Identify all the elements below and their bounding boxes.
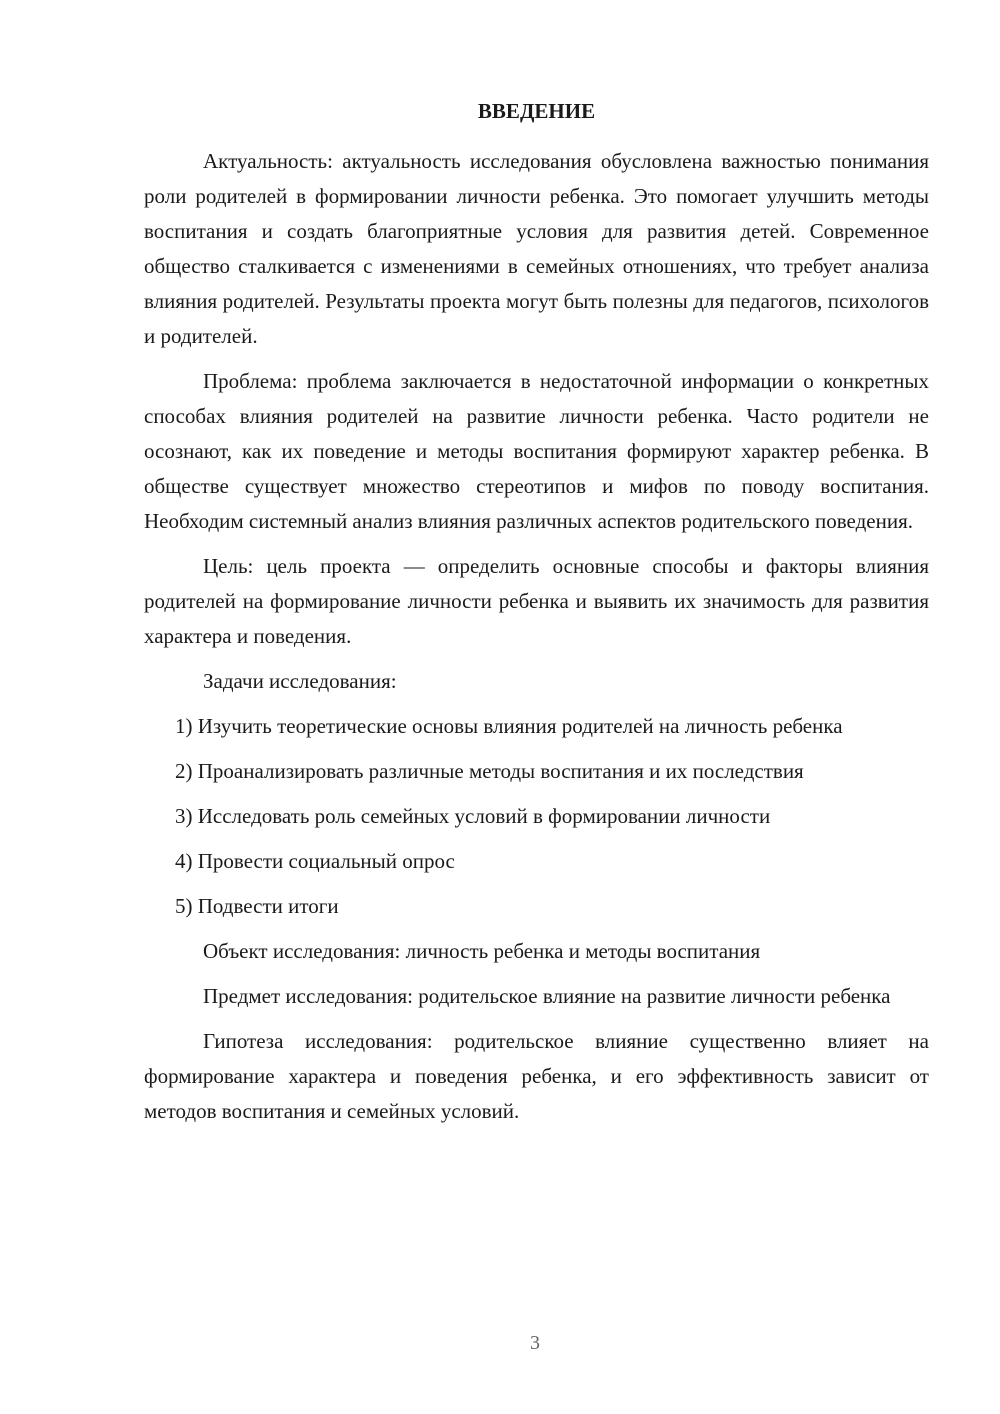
task-item-3: 3) Исследовать роль семейных условий в формировании личности [175, 804, 771, 828]
section-heading: ВВЕДЕНИЕ [477, 99, 596, 123]
object-paragraph: Объект исследования: личность ребенка и методы воспитания [203, 939, 761, 963]
task-item-5: 5) Подвести итоги [175, 894, 339, 918]
task-item-1: 1) Изучить теоретические основы влияния родителей на личность ребенка [175, 714, 843, 738]
relevance-paragraph: Актуальность: актуальность исследования обусловлена важностью понимания роли родителей в формировании личности ребенка. Это помогает улучшить методы воспитания и создать благоприятные условия для развития детей. Современное общество сталкивается с изменениями в семейных отношениях, что требует анализа влияния родителей. Результаты проекта могут быть полезны для педагогов, психологов и родителей. [144, 149, 929, 348]
task-item-2: 2) Проанализировать различные методы воспитания и их последствия [175, 759, 804, 783]
document-body [144, 97, 929, 1139]
subject-paragraph: Предмет исследования: родительское влияние на развитие личности ребенка [203, 984, 891, 1008]
page-number: 3 [530, 1332, 540, 1354]
goal-paragraph: Цель: цель проекта — определить основные способы и факторы влияния родителей на формирование личности ребенка и выявить их значимость для развития характера и поведения. [144, 554, 929, 648]
hypothesis-paragraph: Гипотеза исследования: родительское влияние существенно влияет на формирование характера и поведения ребенка, и его эффективность зависит от методов воспитания и семейных условий. [144, 1029, 929, 1123]
tasks-label: Задачи исследования: [203, 669, 397, 693]
problem-paragraph: Проблема: проблема заключается в недостаточной информации о конкретных способах влияния родителей на развитие личности ребенка. Часто родители не осознают, как их поведение и методы воспитания формируют характер ребенка. В обществе существует множество стереотипов и мифов по поводу воспитания. Необходим системный анализ влияния различных аспектов родительского поведения. [144, 369, 929, 533]
task-item-4: 4) Провести социальный опрос [175, 849, 455, 873]
